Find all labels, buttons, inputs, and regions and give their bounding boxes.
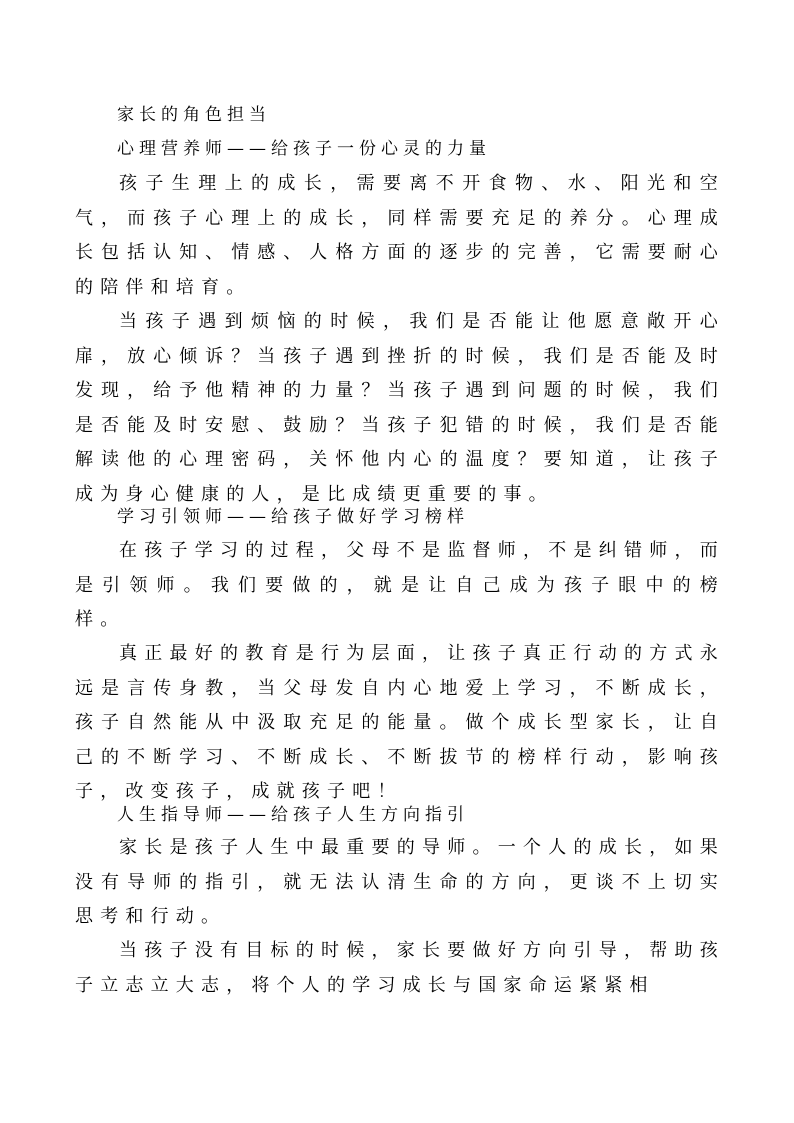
section-2-paragraph-1: 在孩子学习的过程，父母不是监督师，不是纠错师，而是引领师。我们要做的，就是让自己成为孩子眼中的榜样。 <box>75 540 725 631</box>
section-1-heading: 心理营养师——给孩子一份心灵的力量 <box>117 139 491 159</box>
section-1-paragraph-2: 当孩子遇到烦恼的时候，我们是否能让他愿意敞开心扉，放心倾诉？当孩子遇到挫折的时候，我们是否能及时发现，给予他精神的力量？当孩子遇到问题的时候，我们是否能及时安慰、鼓励？当孩子犯错的时候，我们是否能解读他的心理密码，关怀他内心的温度？要知道，让孩子成为身心健康的人，是比成绩更重要的事。 <box>75 311 725 505</box>
document-title: 家长的角色担当 <box>117 105 271 125</box>
section-1-paragraph-1: 孩子生理上的成长，需要离不开食物、水、阳光和空气，而孩子心理上的成长，同样需要充足的养分。心理成长包括认知、情感、人格方面的逐步的完善，它需要耐心的陪伴和培育。 <box>75 173 725 298</box>
section-2-heading: 学习引领师——给孩子做好学习榜样 <box>117 507 469 527</box>
section-3-paragraph-2: 当孩子没有目标的时候，家长要做好方向引导，帮助孩子立志立大志，将个人的学习成长与国家命运紧紧相 <box>75 940 725 996</box>
section-2-paragraph-2: 真正最好的教育是行为层面，让孩子真正行动的方式永远是言传身教，当父母发自内心地爱上学习，不断成长，孩子自然能从中汲取充足的能量。做个成长型家长，让自己的不断学习、不断成长、不断拔节的榜样行动，影响孩子，改变孩子，成就孩子吧！ <box>75 643 725 803</box>
section-3-paragraph-1: 家长是孩子人生中最重要的导师。一个人的成长，如果没有导师的指引，就无法认清生命的方向，更谈不上切实思考和行动。 <box>75 837 725 928</box>
section-3-heading: 人生指导师——给孩子人生方向指引 <box>117 805 469 825</box>
